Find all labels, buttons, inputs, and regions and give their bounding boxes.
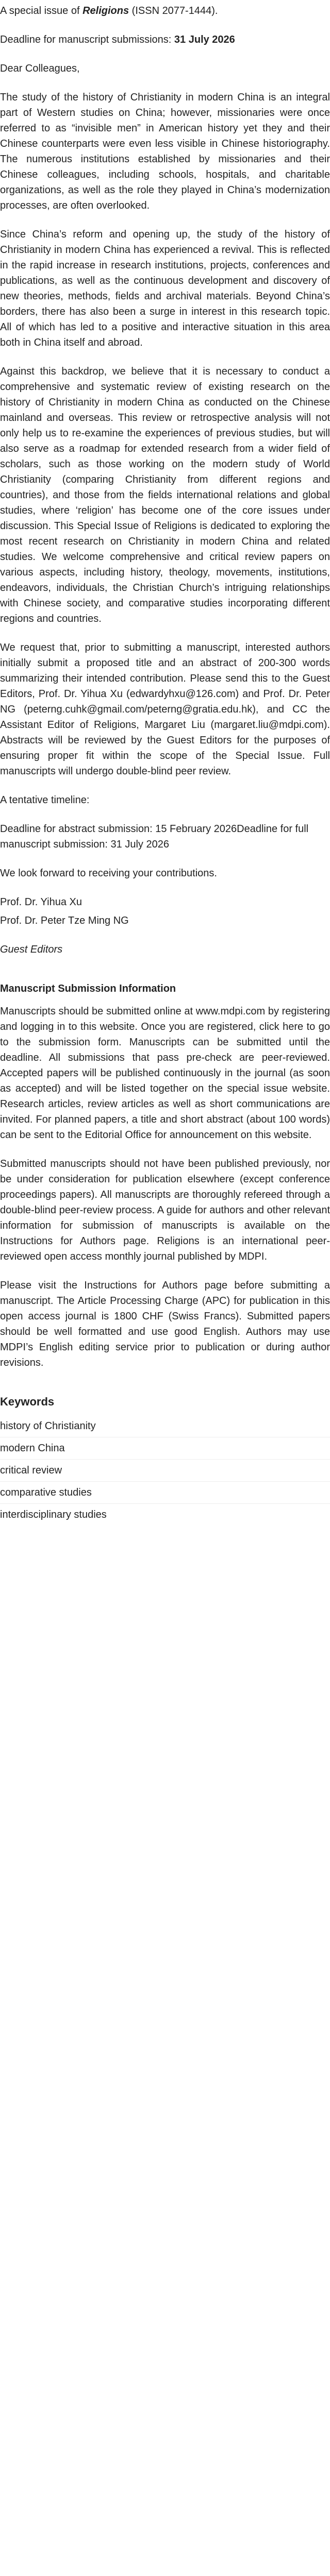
keyword-list (0, 1415, 330, 1526)
deadline-date: 31 July 2026 (174, 34, 235, 45)
submission-paragraph-3: Please visit the Instructions for Authors page before submitting a manuscript. The Article Processing Charge (APC) for publication in this open access journal is 1800 CHF (Swiss Francs). Submitted papers should be well formatted and use good English. Authors may use MDPI’s English editing service prior to publication or during author revisions. (0, 1280, 330, 1368)
issue-intro (0, 3, 330, 19)
letter-paragraph-1: The study of the history of Christianity in modern China is an integral part of Western studies on China; however, missionaries were once referred to as “invisible men” in American history yet they and their Chinese counterparts were even less visible in Chinese historiography. The numerous institutions established by missionaries and their Chinese colleagues, including schools, hospitals, and charitable organizations, as well as the role they played in China’s modernization processes, are often overlooked. (0, 92, 330, 211)
submission-info-heading: Manuscript Submission Information (0, 983, 176, 994)
signatory-1: Prof. Dr. Yihua Xu (0, 896, 82, 908)
submission-paragraph-2: Submitted manuscripts should not have been published previously, nor be under consideration for publication elsewhere (except conference proceedings papers). All manuscripts are thoroughly refereed through a double-blind peer-review process. A guide for authors and other relevant information for submission of manuscripts is available on the Instructions for Authors page. Religions is an international peer-reviewed open access monthly journal published by MDPI. (0, 1158, 330, 1262)
keyword-item[interactable]: critical review (0, 1460, 330, 1482)
keyword-item[interactable]: comparative studies (0, 1482, 330, 1504)
submission-deadline (0, 32, 330, 47)
deadline-label: Deadline for manuscript submissions: (0, 34, 174, 45)
keyword-item[interactable]: modern China (0, 1437, 330, 1460)
keyword-item[interactable]: interdisciplinary studies (0, 1509, 107, 1520)
guest-editors-label: Guest Editors (0, 944, 63, 955)
keywords-heading: Keywords (0, 1395, 55, 1408)
letter-paragraph-4: We request that, prior to submitting a manuscript, interested authors initially submit a proposed title and an abstract of 200-300 words summarizing their intended contribution. Please send this to the Guest Editors, Prof. Dr. Yihua Xu (edwardyhxu@126.com) and Prof. Dr. Peter NG (peterng.cuhk@gmail.com/peterng@gratia.edu.hk), and CC the Assistant Editor of Religions, Margaret Liu (margaret.liu@mdpi.com). Abstracts will be reviewed by the Guest Editors for the purposes of ensuring proper fit within the scope of the Special Issue. Full manuscripts will undergo double-blind peer review. (0, 642, 330, 777)
timeline-dates: Deadline for abstract submission: 15 February 2026Deadline for full manuscript submission: 31 July 2026 (0, 823, 309, 850)
journal-name[interactable]: Religions (82, 5, 129, 16)
salutation: Dear Colleagues, (0, 63, 80, 74)
signatory-2: Prof. Dr. Peter Tze Ming NG (0, 915, 129, 926)
closing-line: We look forward to receiving your contributions. (0, 868, 217, 879)
letter-paragraph-2: Since China’s reform and opening up, the study of the history of Christianity in modern China has experienced a revival. This is reflected in the rapid increase in research institutions, projects, conferences and publications, as well as the continuous development and discovery of new theories, methods, fields and archival materials. Beyond China’s borders, there has also been a surge in interest in this research topic. All of which has led to a positive and interactive situation in this area both in China itself and abroad. (0, 229, 330, 348)
submission-paragraph-1: Manuscripts should be submitted online at www.mdpi.com by registering and logging in to this website. Once you are registered, click here to go to the submission form. Manuscripts can be submitted until the deadline. All submissions that pass pre-check are peer-reviewed. Accepted papers will be published continuously in the journal (as soon as accepted) and will be listed together on the special issue website. Research articles, review articles as well as short communications are invited. For planned papers, a title and short abstract (about 100 words) can be sent to the Editorial Office for announcement on this website. (0, 1006, 330, 1141)
issn: (ISSN 2077-1444). (129, 5, 218, 16)
timeline-heading: A tentative timeline: (0, 794, 90, 806)
intro-prefix: A special issue of (0, 5, 83, 16)
keyword-item[interactable]: history of Christianity (0, 1415, 330, 1437)
letter-paragraph-3: Against this backdrop, we believe that it is necessary to conduct a comprehensive and systematic review of existing research on the history of Christianity in modern China as conducted on the Chinese mainland and overseas. This review or retrospective analysis will not only help us to re-examine the experiences of previous studies, but will also serve as a roadmap for extended research from a wider field of scholars, such as those working on the modern study of World Christianity (comparing Christianity from different regions and countries), and those from the fields international relations and global studies, where ‘religion’ has become one of the core issues under discussion. This Special Issue of Religions is dedicated to exploring the most recent research on Christianity in modern China and related studies. We welcome comprehensive and critical review papers on various aspects, including history, theology, movements, institutions, endeavors, individuals, the Christian Church’s intriguing relationships with Chinese society, and comparative studies incorporating different regions and countries. (0, 366, 330, 624)
